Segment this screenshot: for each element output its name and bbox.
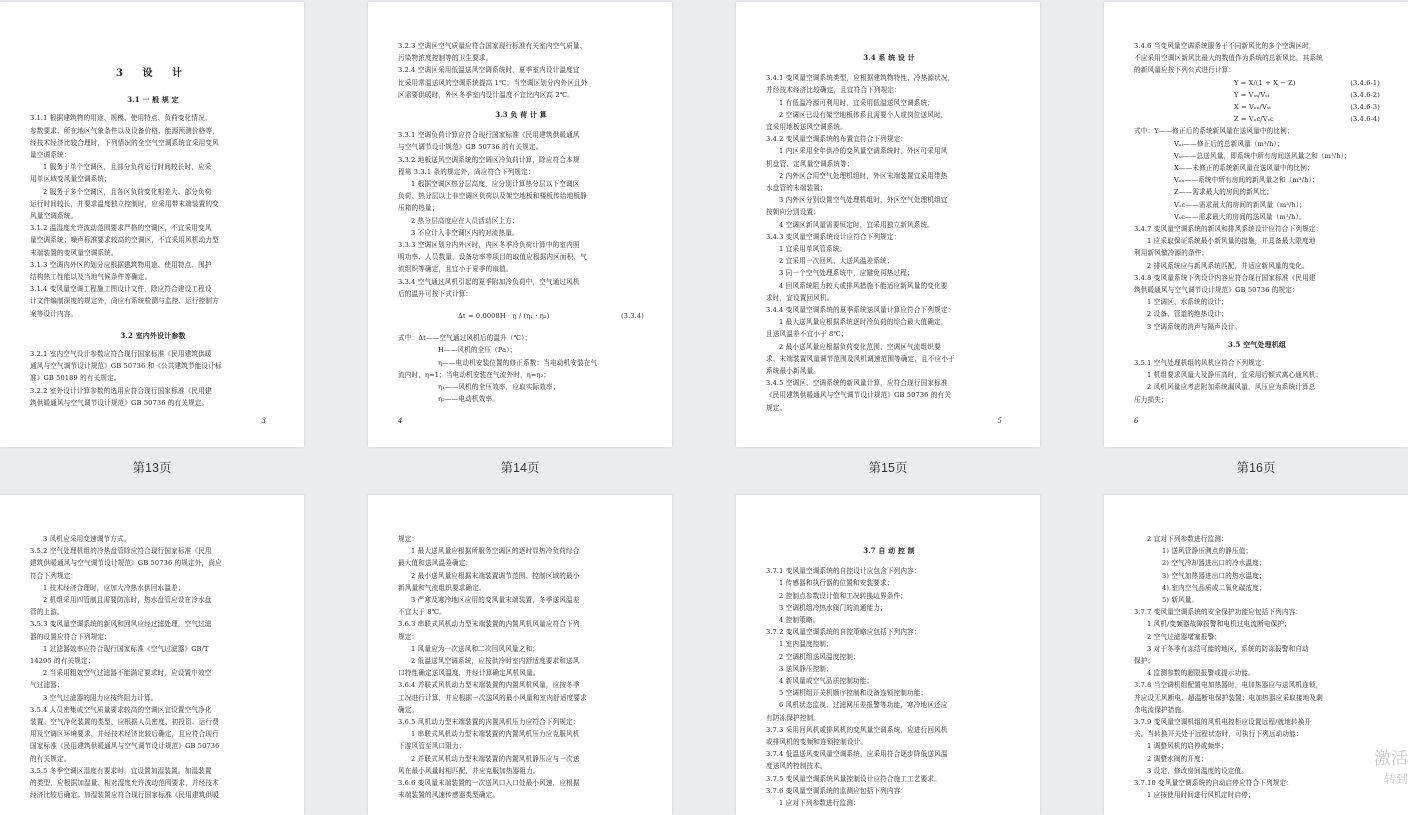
text-line: 2 设备、管道的绝热设计； [1147,310,1228,319]
page-label-15[interactable]: 第15页 [868,461,908,475]
text-line: 量空调系统： [30,151,71,160]
section-heading: 3.3 负 荷 计 算 [495,110,547,120]
text-line: 1) 送风管静压测点的静压值； [1162,547,1253,556]
text-line: 《民用建筑供暖通风与空气调节设计规范》GB 50736 的有关 [766,391,951,400]
text-line: 1 根据空调区热分层高度，应分别计算热分层以下空调区 [411,180,580,189]
text-line: 3 内外区分别设置空气处理机组时，外区空气处理机组宜 [779,196,948,205]
equation-list [1134,77,1380,126]
text-line: 国家标准《民用建筑供暖通风与空气调节设计规范》GB 50736 [30,742,220,751]
activation-watermark: 激活 [1374,749,1408,768]
text-line: 3 设定、修改房间温度的设定值。 [1147,766,1249,775]
text-line: 3 对于冬季有冻结可能的地区，系统的防冻报警和自动 [1147,644,1309,653]
text-line: 2 排风系统应与新风系统匹配，并适应新风量的变化。 [1147,261,1309,270]
text-line: 3.7.5 变风量空调系统风量控制设计应符合施工工艺要求。 [766,774,941,783]
text-line: 下游风管至风口阻力； [398,742,466,751]
text-line: 压力损失； [1134,395,1168,404]
text-line: 利用新风做冷源的条件； [1134,249,1209,258]
text-line: Vₒc——需求最大的房间的新风量（m³/h）； [1174,200,1307,209]
text-line: 新风量和气流组织要求确定。 [398,583,486,592]
text-line: 3.6.3 串联式风机动力型末端装置的内置风机风量应符合下列 [398,620,580,629]
text-line: 1 最大送风量应根据系统逐时冷负荷的综合最大值确定， [779,318,948,327]
equation-row [1134,101,1380,113]
text-block [30,112,276,319]
text-line: 1 机组要求风量大及静压高时，宜采用后倾式离心通风机； [1147,371,1323,380]
text-line: 2 调整水阀的开度； [1147,754,1208,763]
text-line: η——电动机安装位置的修正系数：当电动机安装在气 [438,358,598,367]
text-line: 3 送风静压控制； [779,664,833,673]
text-line: 系统最小新风量。 [766,367,820,376]
page-label-13[interactable]: 第13页 [132,461,172,475]
page-16-content [1134,40,1380,406]
text-line: 与空气调节设计规范》GB 50736 的有关规定。 [398,143,543,152]
text-line: 求、末端装置风量调节范围及风机调速范围等确定，且不应小于 [766,354,955,363]
text-line: 结构热工性能以及当地气候条件等确定。 [30,273,152,282]
text-line: Z——需求最大的房间的新风比； [1174,188,1274,197]
text-line: 最大值和送风温差确定； [398,559,473,568]
text-line: 14295 的有关规定； [30,657,95,666]
text-line: 3.4.7 变风量空调系统的新风和排风系统设计应符合下列规定： [1134,225,1323,234]
equation-number: (3.4.6-4) [1350,115,1380,124]
text-line: 3.7.7 变风量空调系统的安全保护功能应包括下列内容： [1134,608,1303,617]
text-line: 3) 空气加热器进出口的热水温度； [1162,571,1266,580]
text-line: 3 空调系统的消声与隔声设计。 [1147,322,1242,331]
text-line: 2) 空气冷却器进出口的冷水温度； [1162,559,1266,568]
text-line: 4 空调区新风量需要恒定时，宜采用独立新风系统。 [779,220,934,229]
text-line: 的有关规定。 [30,754,71,763]
text-line: Vₛₜ——总送风量，即系统中所有房间送风量之和（m³/h）； [1174,151,1351,160]
document-page-16 [1104,2,1408,447]
page-13-content [30,38,276,409]
text-line: 1 过滤器效率应符合现行国家标准《空气过滤器》GB/T [43,644,209,653]
text-line: 3.1.2 温湿度允许波动范围要求严格的空调区，不宜采用变风 [30,224,212,233]
text-line: 3.1.1 根据建筑物的用途、规模、使用特点、负荷变化情况、 [30,114,212,123]
text-line: 程第 3.3.1 条的规定外，尚应符合下列规定： [398,167,535,176]
text-line: 3.7.3 采用回风机或排风机的变风量空调系统，应进行回风机 [766,725,948,734]
text-line: Vₒₜ——修正后的总新风量（m³/h）； [1174,139,1284,148]
text-line: 保护； [1134,657,1155,666]
document-page-14 [368,2,672,447]
text-line: 2 控制点参数设计值和工况转换边界条件； [779,591,907,600]
text-line: 3 空气过滤器的阻力应按终阻力计算。 [43,693,158,702]
text-line: 1 应对下列参数进行监测： [779,799,860,808]
text-line: 比采用常温送风的空调系统提高 1℃；当空调区划分内外区且外 [398,78,588,87]
text-line: 流内时，η=1；当电动机安装在气流外时，η=η₂； [398,370,551,379]
text-line: 筑供暖通风与空气调节设计规范》GB 50736 的有关规定。 [30,398,209,407]
page-19-content [766,539,1012,809]
text-line: 1 宜采用单风管系统； [779,245,847,254]
text-line: 器的设置应符合下列规定： [30,632,111,641]
text-line: 末端装置的变风量空调系统。 [30,248,118,257]
text-line: 规定： [398,632,419,641]
text-line: Vₒₙ——系统中所有房间的新风量之和（m³/h）； [1174,176,1319,185]
text-line: η₁——风机的全压效率，应取实际效率； [438,383,560,392]
text-line: 3.2.2 室外设计计算参数的选用应符合现行国家标准《民用建 [30,386,212,395]
page-number: 4 [398,417,403,425]
text-line: 1 空调区、水系统的设计； [1147,298,1228,307]
text-line: 5) 新风量。 [1162,596,1199,605]
text-line: 2 空调机组送风温度控制； [779,652,860,661]
text-line: 量空调系统；噪声标准要求较高的空调区，不宜采用风机动力型 [30,236,219,245]
text-line: 筑供暖通风与空气调节设计规范》GB 50736 的规定： [1134,286,1299,295]
text-line: 2 低温送风空调系统，应按供冷时室内舒适度要求和送风 [411,657,580,666]
text-block [398,533,644,801]
text-line: 后的温升可按下式计算： [398,289,473,298]
page-label-16[interactable]: 第16页 [1236,461,1276,475]
text-line: 建筑供暖通风与空气调节设计规范》GB 50736 的规定外，尚应 [30,559,222,568]
text-line: 确定。 [398,705,419,714]
page-number: 6 [1134,417,1139,425]
text-line: 2 当采用粗效空气过滤器不能满足要求时，应设置中效空 [43,669,212,678]
text-line: 3.7.6 变风量空调系统的监测应包括下列内容： [766,786,908,795]
text-line: 4 控制策略。 [779,616,820,625]
page-number: 3 [261,417,266,425]
page-17-content [30,533,276,801]
text-line: 3 空调机组冷热水阀门的流通能力； [779,603,887,612]
equation: Y = X/(1 + X − Z) [1234,78,1296,87]
text-line: Vₛc——需求最大的房间的送风量（m³/h）。 [1174,212,1306,221]
text-line: 3.3.1 空调负荷计算应符合现行国家标准《民用建筑供暖通风 [398,131,580,140]
text-line: 3.4.1 变风量空调系统类型，应根据建筑物特性、冷热源状况， [766,74,955,83]
text-line: 3.7.10 变风量空调系统的自动启停应符合下列规定： [1134,779,1293,788]
equation-row [1134,113,1380,125]
text-line: 3.2.1 室内空气设计参数应符合现行国家标准《民用建筑供暖 [30,350,212,359]
text-line: 压箱的热量； [398,204,439,213]
text-line: 并经技术经济比较确定，且宜符合下列规定： [766,86,901,95]
text-line: 3.5.1 空气处理机组的风机应符合下列规定： [1134,359,1269,368]
text-line: 宜采用地板送风空调系统。 [766,123,847,132]
text-line: 3.4.4 变风量空调系统的夏季系统送风量计算应符合下列规定： [766,306,955,315]
text-line: 度送风的控制技术。 [766,762,827,771]
text-line: 3.7.9 变风量空调机组的风机电控柜应设置远程/就地转换开 [1134,718,1312,727]
text-line: 3.5.5 冬季空调区湿度有要求时，宜设置加湿装置。加湿装置 [30,766,212,775]
text-line: 有防冻保护控制。 [766,713,820,722]
document-page-17 [0,495,304,815]
text-line: 3.7.8 当空调机组配置电加热器时，电加热器应与送风机连锁， [1134,681,1323,690]
text-line: 3 风机应采用变速调节方式。 [43,535,131,543]
text-line: 2 空调区已设有架空地板体系且需要个人或岗位送风时， [779,110,948,119]
text-line: 流组织等确定，且宜小于夏季的取值。 [398,265,513,274]
text-line: 2 空气过滤器堵塞报警； [1147,632,1222,641]
text-line: 通风与空气调节设计规范》GB 50736 和《公共建筑节能设计标 [30,362,222,371]
text-line: 水盘管的末端装置； [766,184,827,193]
page-14-content [398,40,644,405]
text-line: 参数要求、所在地区气象条件以及设备价格、能源预测价格等， [30,126,219,135]
text-line: 4 监测参数的超限报警或提示功能。 [1147,669,1255,678]
equation-number: (3.4.6-2) [1350,90,1380,99]
text-line: 1 串联式风机动力型末端装置的内置风机压力应克服风机 [411,730,580,739]
text-line: 1 内区采用全年供冷的变风量空调系统时，外区可采用风 [779,147,948,156]
text-line: 2 并联式风机动力型末端装置的内置风机静压应与一次送 [411,754,580,763]
text-line: 1 风机/变频器故障报警和电机过电流断电保护； [1147,620,1291,629]
text-line: 3.7.2 变风量空调系统的自控策略应包括下列内容： [766,628,921,637]
text-line: 运行时间较长，并要求温度独立控制时，应采用带末端装置的变 [30,199,219,208]
text-line: 3.6.4 并联式风机动力型末端装置的内置风机风量，应按冬季 [398,681,580,690]
text-line: 的类型，应根据加湿量、相对湿度允许波动范围要求，并经技术 [30,779,219,788]
text-line: 3.4.6 当变风量空调系统服务于不同新风比的多个空调区时， [1134,42,1316,50]
text-line: 2 宜采用一次回风、大送风温差系统； [779,257,894,266]
section-heading: 3.7 自 动 控 制 [863,546,915,555]
text-line: 明功率、人员数量、设备功率等项目的取值应根据内区面积、气 [398,253,587,262]
text-line: 规定。 [766,403,787,412]
text-line: 3.1.4 变风量空调工程施工图设计文件，除应符合建设工程设 [30,285,212,294]
text-line: 2 宜对下列参数进行监测： [1147,535,1228,543]
text-line: 口特性确定送风温度，并经计算确定风机风量。 [398,669,540,678]
text-line: 4 新风量或空气品质控制功能； [779,677,874,686]
equation: Z = Vₒc/Vₛc [1234,115,1274,124]
text-line: 不应采用空调区新风比最大的数值作为系统的总新风比，其系统 [1134,54,1323,63]
text-line: 3.5.3 变风量空调系统的新风和回风应经过滤处理，空气过滤 [30,620,212,629]
activation-watermark-sub: 转到 [1383,772,1408,786]
text-line: 2 最小送风量应根据末端装置调节范围、控制区域的最小 [411,571,580,580]
text-line: 求时，宜设置回风机。 [766,293,834,302]
text-block [398,40,644,101]
text-block [1134,40,1380,77]
text-line: 用单区域变风量空调系统； [30,175,111,184]
document-page-20 [1104,495,1408,815]
text-block [766,565,1012,809]
text-line: 负荷、热分层以上非空调区负荷以及架空地板和楼板传给地板静 [398,192,587,201]
text-line: 2 风机风量应考虑附加系统漏风量，风压应为系统计算总 [1147,383,1316,392]
text-line: 1 室内温度控制； [779,640,833,649]
text-line: 3.6.6 变风量末端装置的一次送风口入口处最小风速，应根据 [398,779,580,788]
equation: Y = Vₒₜ/Vₛₜ [1234,90,1270,99]
text-line: 计文件编制深度的规定外，尚应有系统检测与监控、运行控制方 [30,297,219,306]
text-line: 3.4.8 变风量系统下列设计内容应符合现行国家标准《民用建 [1134,273,1316,282]
text-line: 经济比较后确定。加湿装置应符合现行国家标准《民用建筑供暖 [30,791,219,800]
text-line: 2 热分层高度应在人员活动区上方； [411,216,519,225]
text-line: X——未修正的系统新风量在送风量中的比例； [1174,164,1314,173]
formula: Δt = 0.0008H · η / (η₁ · η₂) [458,312,550,321]
text-line: 4 回风系统阻力较大或排风措施不能适应新风量的变化要 [779,281,948,290]
text-block [30,533,276,801]
equation-row [1134,89,1380,101]
text-line: 且送风温差不宜小于 8℃； [766,330,848,339]
text-line: 3.5.4 人员密集或空气质量要求较高的空调区宜设置空气净化 [30,705,212,714]
text-line: 1 调整风机的启停或频率； [1147,742,1228,751]
equation-number: (3.4.6-1) [1350,78,1380,87]
text-line: 1 传感器和执行器的位置和安装要求； [779,579,894,588]
text-line: 2 内外区合用空气处理机组时，外区末端装置宜采用带热 [779,171,948,180]
text-line: 1 最大送风量应根据所服务空调区的逐时显热冷负荷综合 [411,547,580,556]
text-line: 并应设无风断电、超温断电保护装置；电加热器应采取接地及剩 [1134,693,1323,702]
text-line: 末端装置的风速传感器类型确定。 [398,791,500,800]
page-20-content [1134,533,1380,801]
text-line: 5 空调机组开关机顺序控制和设备连锁控制功能； [779,689,928,698]
text-line: 3.4.5 空调区、空调系统的新风量计算，应符合现行国家标准 [766,379,948,388]
text-line: 4) 室内空气品质或二氧化碳浓度； [1162,583,1266,592]
text-block [766,72,1012,414]
text-line: 污染物浓度控制等的卫生要求。 [398,54,493,63]
text-line: 或排风机的变频和连锁控制设计。 [766,738,868,747]
document-page-18 [368,495,672,815]
text-line: 管的上游。 [30,608,64,617]
text-line: 风量空调系统。 [30,212,78,221]
text-line: 3.2.3 空调区空气质量应符合国家现行标准有关室内空气质量、 [398,42,587,50]
text-line: 2 最小送风量应根据负荷变化范围、空调区气流组织要 [779,342,941,351]
text-line: 3.7.1 变风量空调系统的自控设计应包含下列内容： [766,567,921,576]
text-line: 经技术经济比较合理时，下列情况的全空气空调系统宜采用变风 [30,138,219,147]
document-page-15 [736,2,1040,447]
equation-number: (3.4.6-3) [1350,103,1380,112]
text-block [30,348,276,409]
page-15-content [766,46,1012,414]
text-line: 式中：Δt——空气通过风机后的温升（℃）； [398,334,532,343]
text-line: 1 应按使用时间进行风机定时启停； [1147,791,1255,800]
text-line: 关。当转换开关处于远程状态时，可执行下列远动功能： [1134,730,1303,739]
text-line: 区需要供暖时，外区冬季室内设计温度不宜比内区高 2℃。 [398,90,574,99]
text-line: 2 机组采用四管制且需要防冻时，热水盘管应设在冷水盘 [43,596,212,605]
page-number: 5 [997,417,1002,425]
formula-number: (3.3.4) [621,312,644,321]
text-line: 1 风量应为一次送风和二次回风风量之和； [411,644,539,653]
page-18-content [398,533,644,801]
text-line: 3 不应计入非空调区内的对流热量。 [411,228,519,237]
section-heading: 3.2 室内外设计参数 [120,330,186,340]
text-line: 3.5.2 空气处理机组的冷热盘管除应符合现行国家标准《民用 [30,547,212,556]
text-line: 3.4.2 变风量空调系统的布置宜符合下列规定： [766,135,908,144]
text-line: 余电流保护措施。 [1134,705,1188,714]
text-line: η₂——电动机效率。 [438,395,499,404]
text-line: 气过滤器； [30,681,64,690]
text-line: 2 服务于多个空调区，且各区负荷变化相差大、部分负荷 [43,187,212,196]
text-line: 3.6.5 风机动力型末端装置的内置风机压力应符合下列规定： [398,718,580,727]
chapter-title: 3 设 计 [116,68,190,79]
text-line: 3 同一个空气处理系统中，应避免再热过程； [779,269,914,278]
text-line: 风在最小风量时相匹配，并应克服加热器阻力。 [398,766,540,775]
text-line: 按朝向分别设置； [766,208,820,217]
text-line: 装置。空气净化装置的类型，应根据人员密度、初投资、运行费 [30,718,219,727]
text-line: 符合下列规定： [30,571,78,580]
text-line: 3 严寒及寒冷地区应用的变风量末端装置，冬季送风温差 [411,596,580,605]
text-block [398,129,644,300]
text-line: 6 风机状态监视、过滤网压差报警等功能，寒冷地区还应 [779,701,948,710]
text-line: 3.2.4 空调区采用低温送风空调系统时，夏季室内设计温度宜 [398,66,580,75]
text-line: 3.4.3 变风量空调系统设计应符合下列规定： [766,232,901,241]
text-line: 1 有低温冷源可利用时，宜采用低温送风空调系统； [779,98,934,107]
text-line: 式中：Y——修正后的系统新风量在送风量中的比例； [1134,127,1294,136]
text-line: 的新风量应按下列公式进行计算： [1134,66,1236,75]
text-line: 3.1.3 空调内外区的划分应根据建筑物用途、使用特点、围护 [30,260,212,269]
symbol-definitions [398,332,644,405]
text-line: H——风机的全压（Pa）； [438,346,517,355]
equation-row [1134,77,1380,89]
text-line: 3.7.4 低温送风变风量空调系统，应采用符合逐步降低送风温 [766,750,948,759]
text-block [1134,533,1380,801]
symbol-definitions [1134,125,1380,332]
text-block [1134,357,1380,406]
section-heading: 3.1 一 般 规 定 [127,95,179,105]
text-line: 3.3.2 地板送风空调系统的空调区冷负荷计算，除应符合本规 [398,155,580,164]
document-page-13 [0,2,304,447]
formula-3-3-4 [398,310,644,322]
text-line: 规定： [398,535,419,543]
text-line: 1 服务于单个空调区，且部分负荷运行时间较长时，应采 [43,163,212,172]
text-line: 案等设计内容。 [30,309,78,318]
text-line: 3.3.3 空调区划分内外区时，内区冬季冷负荷计算中的室内照 [398,241,580,250]
text-line: 用及空调区环境要求，并经技术经济比较后确定，且应符合现行 [30,730,219,739]
text-line: 机盘管、定风量空调系统等； [766,159,854,168]
text-line: 3.3.4 空气通过风机引起的夏季附加冷负荷中，空气通过风机 [398,277,580,286]
text-line: 工况进行计算，并应根据一次送风的最小风量和室内舒适度要求 [398,693,587,702]
document-page-19 [736,495,1040,815]
page-label-14[interactable]: 第14页 [500,461,540,475]
text-line: 1 技术经济合理时，应加大冷热水供回水温差； [43,583,185,592]
section-heading: 3.4 系 统 设 计 [863,53,915,62]
section-heading: 3.5 空气处理机组 [1227,339,1287,349]
text-line: 1 应采取保证系统最小新风量的措施，并具备最大限度地 [1147,237,1316,246]
equation: X = Vₒₙ/Vₛₜ [1234,103,1272,112]
text-line: 准》GB 50189 的有关规定。 [30,374,121,383]
text-line: 不宜大于 8℃。 [398,608,446,617]
